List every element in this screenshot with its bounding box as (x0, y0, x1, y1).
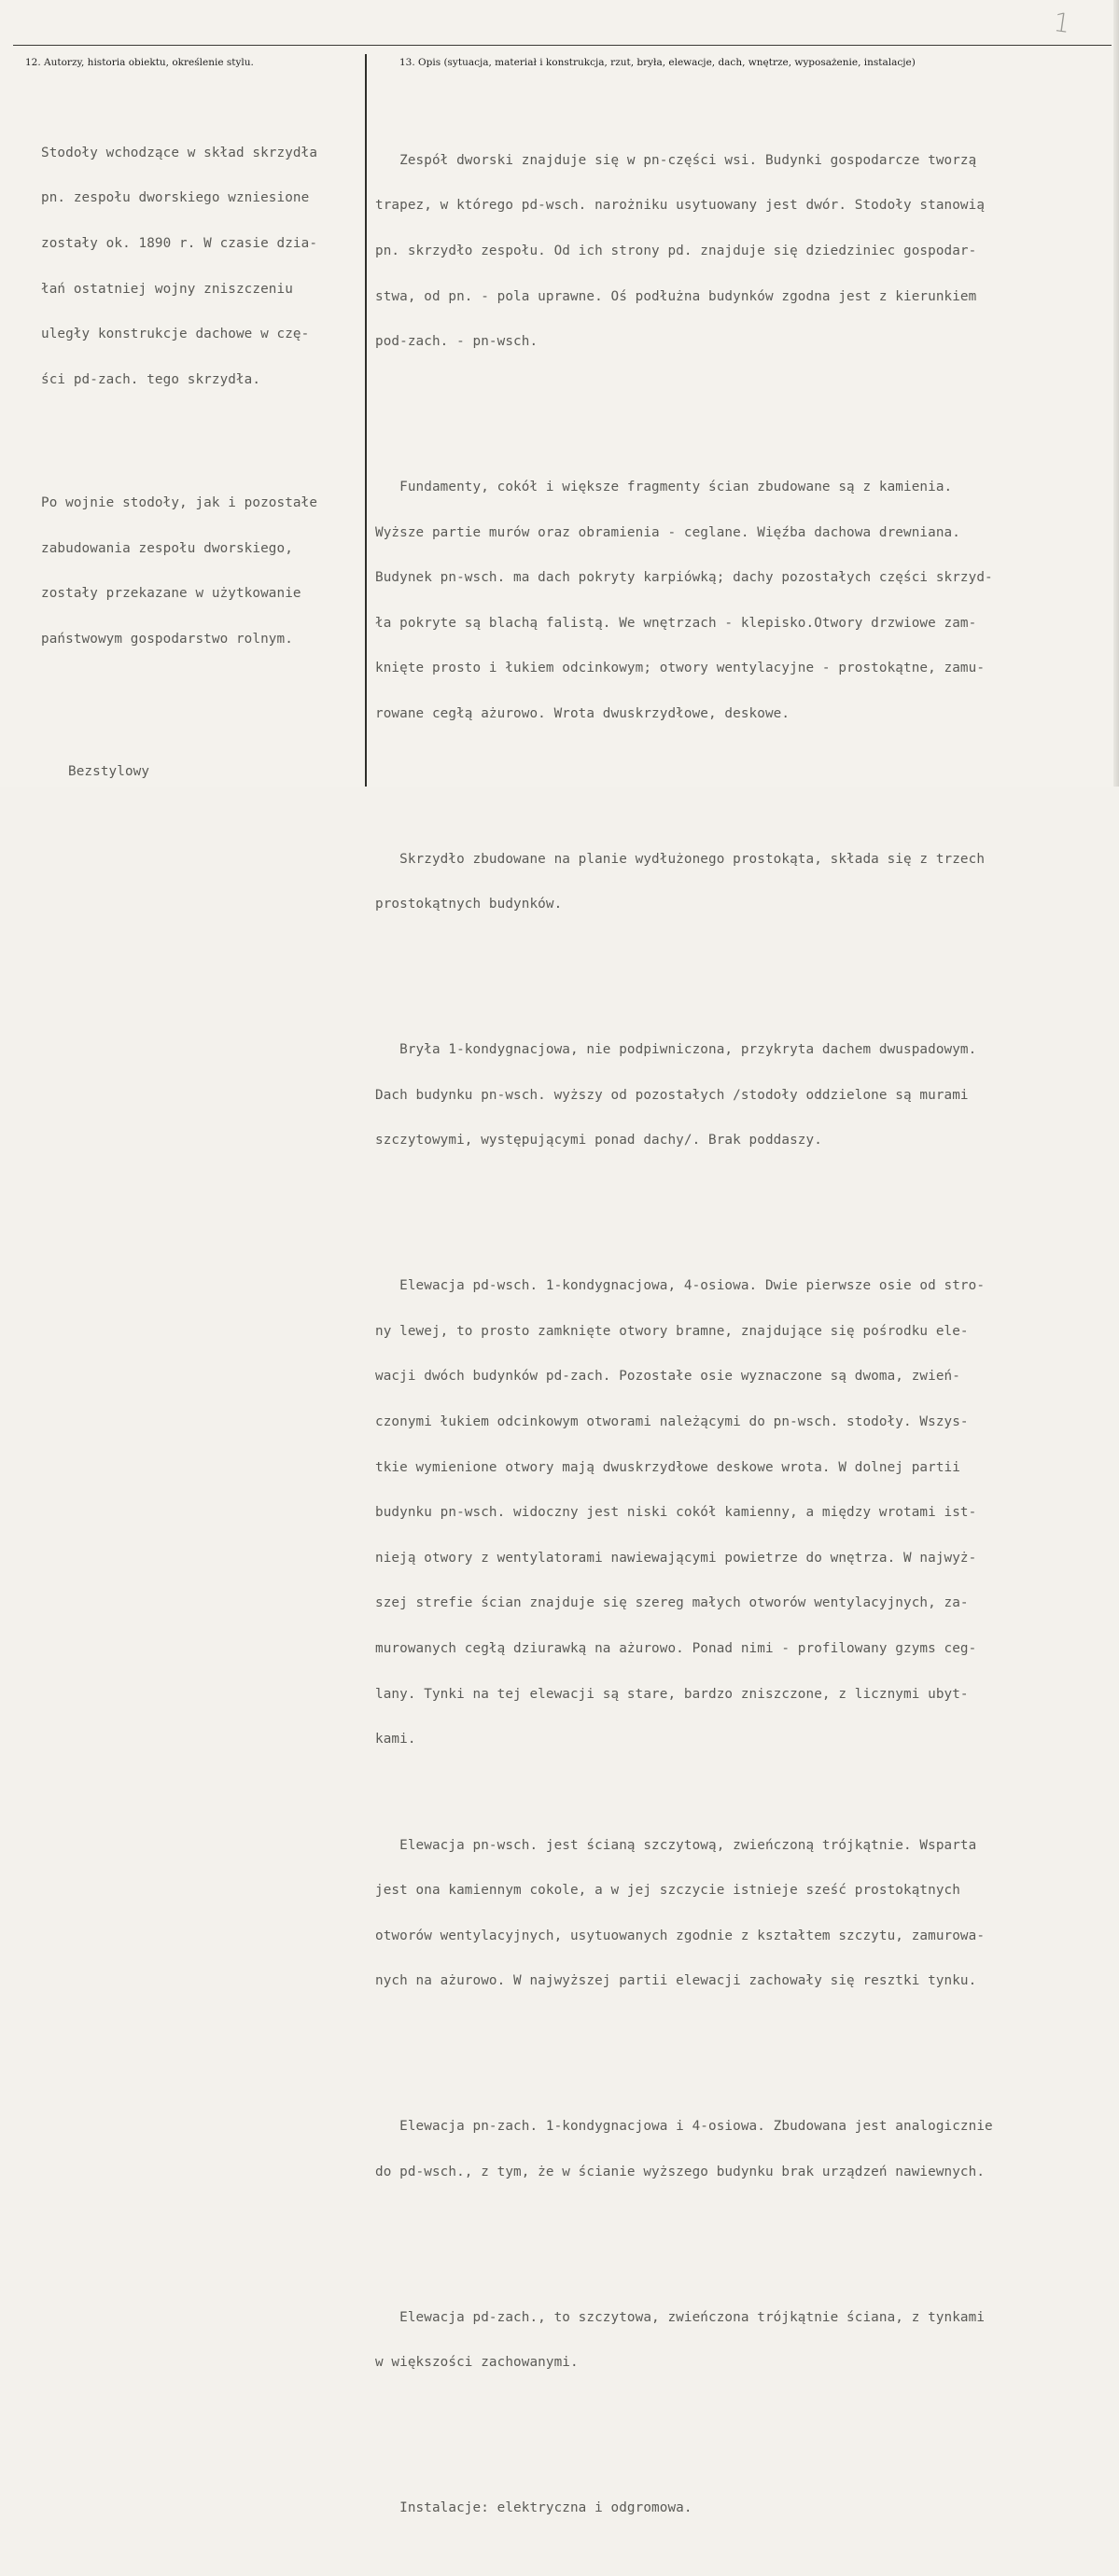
text-line: kami. (375, 1732, 416, 1748)
text-line: zostały przekazane w użytkowanie (41, 586, 301, 602)
description-paragraph-1 (375, 122, 993, 379)
text-line: stwa, od pn. - pola uprawne. Oś podłużna budynków zgodna jest z kierunkiem (375, 288, 977, 304)
text-line: ny lewej, to prosto zamknięte otwory bramne, znajdujące się pośrodku ele- (375, 1323, 969, 1339)
left-column-text (41, 85, 317, 848)
text-line: Stodoły wchodzące w skład skrzydła (41, 145, 318, 160)
paragraph-gap (375, 2049, 993, 2058)
text-line: Elewacja pd-wsch. 1-kondygnacjowa, 4-osiowa. Dwie pierwsze osie od stro- (375, 1278, 986, 1294)
text-line: w większości zachowanymi. (375, 2355, 579, 2371)
text-line: Elewacja pn-wsch. jest ścianą szczytową, zwieńczoną trójkątnie. Wsparta (375, 1837, 977, 1853)
text-line: Instalacje: elektryczna i odgromowa. (375, 2499, 692, 2515)
text-line: knięte prosto i łukiem odcinkowym; otwory wentylacyjne - prostokątne, zamu- (375, 661, 986, 676)
text-line: pn. skrzydło zespołu. Od ich strony pd. znajduje się dziedziniec gospodar- (375, 244, 977, 258)
paragraph-gap (375, 2430, 993, 2440)
text-line: uległy konstrukcje dachowe w czę- (41, 327, 310, 342)
paragraph-gap (375, 1208, 993, 1218)
description-paragraph-8 (375, 2279, 993, 2401)
text-line: murowanych cegłą dziurawką na ażurowo. Ponad nimi - profilowany gzyms ceg- (375, 1640, 977, 1656)
text-line: ła pokryte są blachą falistą. We wnętrzach - klepisko.Otwory drzwiowe zam- (375, 615, 977, 631)
text-line: Bryła 1-kondygnacjowa, nie podpiwniczona, przykryta dachem dwuspadowym. (375, 1042, 977, 1058)
left-column-header: 12. Autorzy, historia obiektu, określenie stylu. (25, 57, 254, 68)
paragraph-gap (375, 782, 993, 791)
right-column-text (375, 92, 993, 2576)
description-paragraph-9 (375, 2471, 993, 2546)
style-paragraph (41, 734, 317, 810)
text-line: nych na ażurowo. W najwyższej partii elewacji zachowały się resztki tynku. (375, 1973, 977, 1989)
right-column-header: 13. Opis (sytuacja, materiał i konstrukcja, rzut, bryła, elewacje, dach, wnętrze, wyposażenie, instalacje) (399, 57, 916, 68)
text-line: Elewacja pd-zach., to szczytowa, zwieńczona trójkątnie ściana, z tynkami (375, 2309, 986, 2325)
text-line: lany. Tynki na tej elewacji są stare, bardzo zniszczone, z licznymi ubyt- (375, 1686, 969, 1702)
text-line: ści pd-zach. tego skrzydła. (41, 371, 261, 387)
style-value: Bezstylowy (68, 764, 150, 780)
text-line: szczytowymi, występującymi ponad dachy/. Brak poddaszy. (375, 1133, 822, 1149)
text-line: Dach budynku pn-wsch. wyższy od pozostałych /stodoły oddzielone są murami (375, 1087, 969, 1103)
text-line: Zespół dworski znajduje się w pn-części wsi. Budynki gospodarcze tworzą (375, 152, 977, 168)
text-line: pod-zach. - pn-wsch. (375, 334, 539, 350)
text-line: wacji dwóch budynków pd-zach. Pozostałe osie wyznaczone są dwoma, zwień- (375, 1369, 960, 1385)
text-line: Po wojnie stodoły, jak i pozostałe (41, 495, 318, 511)
text-line: Wyższe partie murów oraz obramienia - ceglane. Więźba dachowa drewniana. (375, 524, 960, 540)
description-paragraph-4 (375, 1012, 993, 1178)
description-paragraph-5 (375, 1248, 993, 1777)
text-line: rowane cegłą ażurowo. Wrota dwuskrzydłowe, deskowe. (375, 705, 790, 721)
text-line: szej strefie ścian znajduje się szereg małych otworów wentylacyjnych, za- (375, 1595, 969, 1611)
paragraph-gap (375, 972, 993, 982)
paper-edge (1113, 0, 1119, 787)
text-line: trapez, w którego pd-wsch. narożniku usytuowany jest dwór. Stodoły stanowią (375, 198, 986, 214)
text-line: otworów wentylacyjnych, usytuowanych zgodnie z kształtem szczytu, zamurowa- (375, 1928, 986, 1943)
description-paragraph-3 (375, 821, 993, 942)
description-paragraph-7 (375, 2089, 993, 2210)
text-line: tkie wymienione otwory mają dwuskrzydłowe deskowe wrota. W dolnej partii (375, 1459, 960, 1475)
text-line: Budynek pn-wsch. ma dach pokryty karpiówką; dachy pozostałych części skrzyd- (375, 570, 993, 586)
description-paragraph-2 (375, 450, 993, 752)
text-line: do pd-wsch., z tym, że w ścianie wyższego budynku brak urządzeń nawiewnych. (375, 2164, 986, 2179)
text-line: zabudowania zespołu dworskiego, (41, 540, 293, 556)
postwar-paragraph (41, 466, 317, 677)
column-divider (365, 54, 367, 787)
text-line: nieją otwory z wentylatorami nawiewającymi powietrze do wnętrza. W najwyż- (375, 1550, 977, 1566)
text-line: państwowym gospodarstwo rolnym. (41, 631, 293, 647)
text-line: Fundamenty, cokół i większe fragmenty ścian zbudowane są z kamienia. (375, 480, 953, 494)
text-line: jest ona kamiennym cokole, a w jej szczycie istnieje sześć prostokątnych (375, 1883, 960, 1899)
text-line: budynku pn-wsch. widoczny jest niski cokół kamienny, a między wrotami ist- (375, 1505, 977, 1521)
text-line: zostały ok. 1890 r. W czasie dzia- (41, 236, 318, 251)
description-paragraph-6 (375, 1807, 993, 2019)
history-paragraph (41, 115, 317, 417)
page-number: 1 (1051, 6, 1073, 40)
top-rule (13, 45, 1112, 46)
paragraph-gap (375, 2240, 993, 2249)
text-line: Skrzydło zbudowane na planie wydłużonego prostokąta, składa się z trzech (375, 851, 986, 867)
text-line: prostokątnych budynków. (375, 897, 563, 912)
text-line: Elewacja pn-zach. 1-kondygnacjowa i 4-osiowa. Zbudowana jest analogicznie (375, 2119, 993, 2135)
text-line: czonymi łukiem odcinkowym otworami należącymi do pn-wsch. stodoły. Wszys- (375, 1413, 969, 1429)
paragraph-gap (375, 410, 993, 419)
text-line: pn. zespołu dworskiego wzniesione (41, 190, 310, 206)
text-line: łań ostatniej wojny zniszczeniu (41, 281, 293, 297)
